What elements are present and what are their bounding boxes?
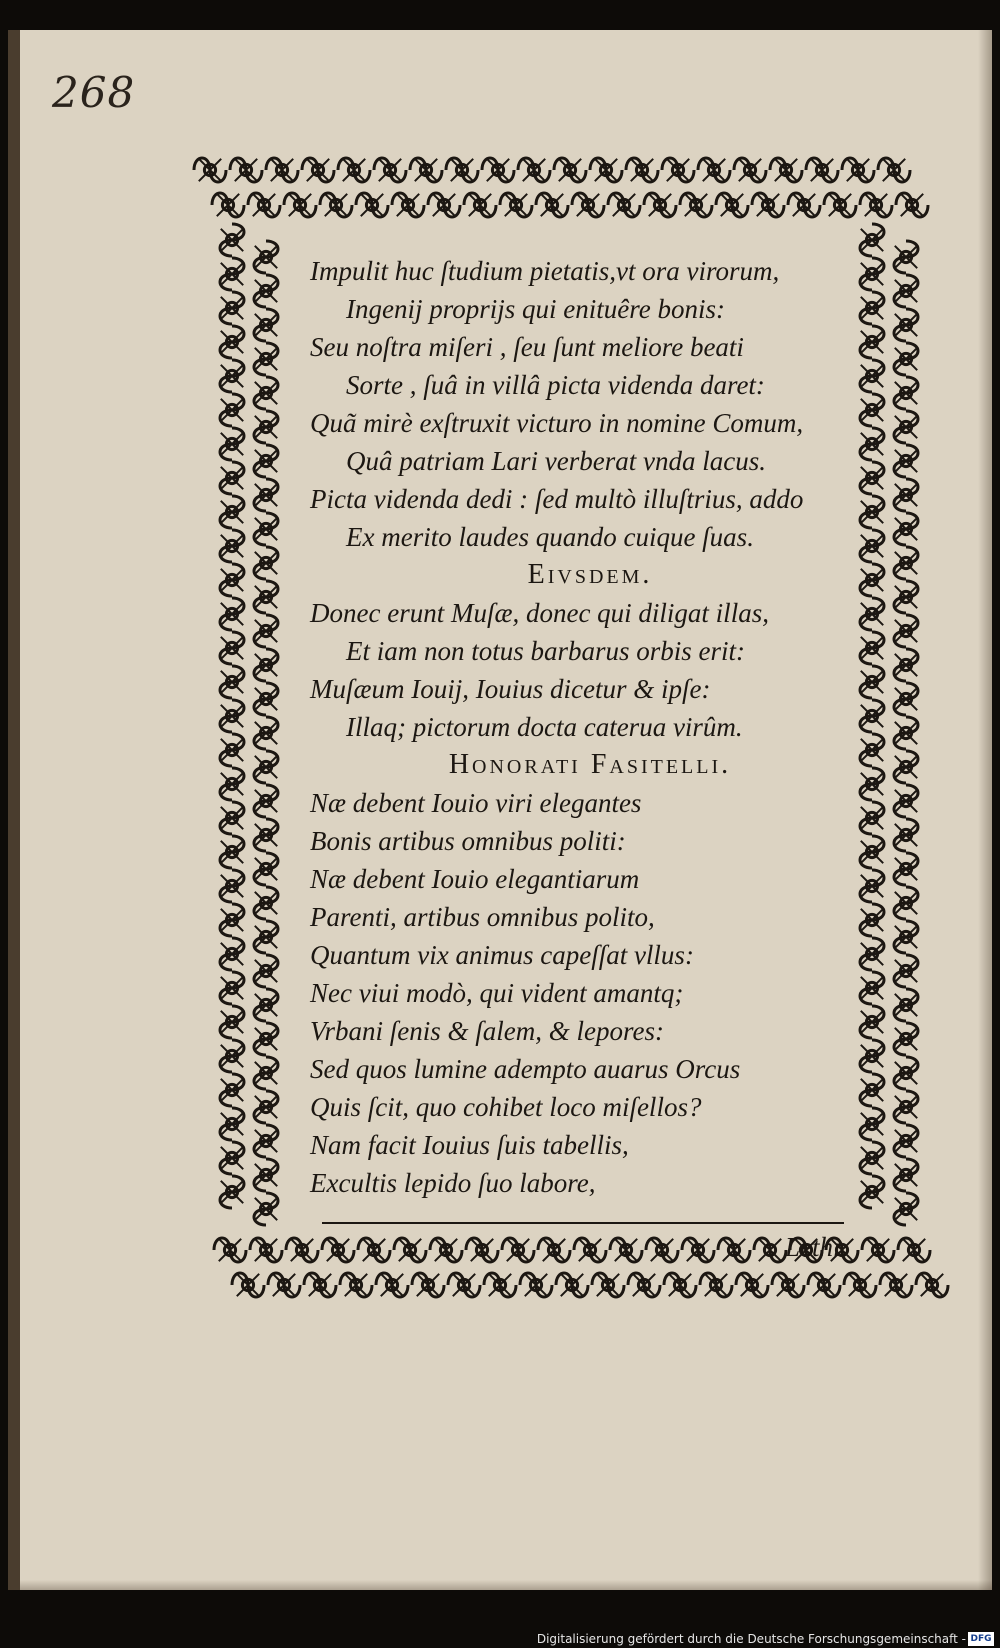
poem-nae-debent-line: Nam facit Iouius ſuis tabellis, bbox=[310, 1130, 629, 1160]
border-motif bbox=[220, 632, 244, 664]
border-motif bbox=[254, 343, 278, 375]
border-motif bbox=[894, 1091, 918, 1123]
border-motif bbox=[754, 1238, 786, 1262]
border-motif bbox=[248, 193, 280, 217]
border-motif bbox=[254, 411, 278, 443]
border-motif bbox=[254, 921, 278, 953]
border-motif bbox=[554, 158, 586, 182]
poem-nae-debent-line: Quis ſcit, quo cohibet loco miſellos? bbox=[310, 1092, 702, 1122]
border-motif bbox=[220, 530, 244, 562]
poem-nae-debent-line: Bonis artibus omnibus politi: bbox=[310, 826, 626, 856]
border-motif bbox=[220, 1108, 244, 1140]
border-motif bbox=[254, 1091, 278, 1123]
border-motif bbox=[250, 1238, 282, 1262]
border-motif bbox=[536, 193, 568, 217]
border-motif bbox=[698, 158, 730, 182]
poem-impulit-line: Ingenij proprijs qui enituêre bonis: bbox=[346, 294, 725, 324]
border-motif bbox=[894, 377, 918, 409]
border-motif bbox=[894, 547, 918, 579]
border-motif bbox=[842, 158, 874, 182]
border-motif bbox=[680, 193, 712, 217]
border-motif bbox=[574, 1238, 606, 1262]
border-motif bbox=[304, 1273, 336, 1297]
border-motif bbox=[230, 158, 262, 182]
border-motif bbox=[266, 158, 298, 182]
border-motif bbox=[916, 1273, 948, 1297]
poem-impulit bbox=[310, 252, 870, 556]
border-motif bbox=[894, 1125, 918, 1157]
border-motif bbox=[412, 1273, 444, 1297]
border-motif bbox=[220, 1176, 244, 1208]
border-motif bbox=[464, 193, 496, 217]
poem-nae-debent-line: Sed quos lumine adempto auarus Orcus bbox=[310, 1054, 741, 1084]
poem-donec-line: Et iam non totus barbarus orbis erit: bbox=[346, 636, 746, 666]
border-motif bbox=[220, 972, 244, 1004]
border-motif bbox=[320, 193, 352, 217]
border-motif bbox=[254, 547, 278, 579]
border-motif bbox=[254, 1057, 278, 1089]
border-motif bbox=[220, 870, 244, 902]
border-motif bbox=[220, 598, 244, 630]
border-motif bbox=[254, 309, 278, 341]
border-motif bbox=[880, 1273, 912, 1297]
border-motif bbox=[220, 768, 244, 800]
border-motif bbox=[538, 1238, 570, 1262]
border-motif bbox=[894, 921, 918, 953]
border-motif bbox=[220, 292, 244, 324]
border-motif bbox=[894, 343, 918, 375]
border-motif bbox=[700, 1273, 732, 1297]
border-motif bbox=[718, 1238, 750, 1262]
folio-number: 268 bbox=[52, 68, 136, 117]
poem-nae-debent-line: Næ debent Iouio elegantiarum bbox=[310, 864, 640, 894]
border-motif bbox=[254, 887, 278, 919]
border-motif bbox=[894, 717, 918, 749]
border-motif bbox=[894, 1159, 918, 1191]
poem-donec-line: Muſæum Iouij, Iouius dicetur & ipſe: bbox=[310, 674, 711, 704]
border-motif bbox=[214, 1238, 246, 1262]
border-motif bbox=[894, 241, 918, 273]
poem-donec bbox=[310, 594, 870, 746]
border-motif bbox=[894, 275, 918, 307]
border-motif bbox=[220, 904, 244, 936]
border-motif bbox=[220, 428, 244, 460]
poem-impulit-line: Seu noſtra miſeri , ſeu ſunt meliore beati bbox=[310, 332, 744, 362]
border-motif bbox=[662, 158, 694, 182]
border-motif bbox=[646, 1238, 678, 1262]
border-motif bbox=[894, 1023, 918, 1055]
border-motif bbox=[254, 785, 278, 817]
border-motif bbox=[286, 1238, 318, 1262]
border-motif bbox=[752, 193, 784, 217]
border-motif bbox=[734, 158, 766, 182]
border-motif bbox=[212, 193, 244, 217]
border-motif bbox=[894, 853, 918, 885]
border-motif bbox=[844, 1273, 876, 1297]
text-block bbox=[310, 252, 870, 1202]
border-motif bbox=[356, 193, 388, 217]
border-motif bbox=[824, 193, 856, 217]
poem-impulit-line: Sorte , ſuâ in villâ picta videnda daret: bbox=[346, 370, 765, 400]
poem-nae-debent-line: Parenti, artibus omnibus polito, bbox=[310, 902, 655, 932]
poem-impulit-line: Quâ patriam Lari verberat vnda lacus. bbox=[346, 446, 766, 476]
poem-nae-debent-line: Næ debent Iouio viri elegantes bbox=[310, 788, 642, 818]
poem-nae-debent-line: Vrbani ſenis & ſalem, & lepores: bbox=[310, 1016, 664, 1046]
border-motif bbox=[898, 1238, 930, 1262]
poem-impulit-line: Picta videnda dedi : ſed multò illuſtrius, addo bbox=[310, 484, 804, 514]
border-motif bbox=[894, 683, 918, 715]
border-motif bbox=[392, 193, 424, 217]
border-motif bbox=[220, 1074, 244, 1106]
border-motif bbox=[232, 1273, 264, 1297]
poem-impulit-line: Quã mirè exſtruxit victuro in nomine Comum, bbox=[310, 408, 804, 438]
border-motif bbox=[220, 700, 244, 732]
poem-donec-line: Illaq; pictorum docta caterua virûm. bbox=[346, 712, 743, 742]
border-motif bbox=[772, 1273, 804, 1297]
border-motif bbox=[556, 1273, 588, 1297]
border-motif bbox=[894, 649, 918, 681]
border-motif bbox=[220, 802, 244, 834]
border-motif bbox=[894, 479, 918, 511]
border-motif bbox=[736, 1273, 768, 1297]
border-motif bbox=[220, 938, 244, 970]
heading-honorati-fasitelli: Honorati Fasitelli. bbox=[448, 749, 732, 780]
border-motif bbox=[894, 819, 918, 851]
border-motif bbox=[894, 887, 918, 919]
border-motif bbox=[894, 989, 918, 1021]
border-motif bbox=[610, 1238, 642, 1262]
border-motif bbox=[716, 193, 748, 217]
border-motif bbox=[428, 193, 460, 217]
border-motif bbox=[220, 394, 244, 426]
border-motif bbox=[254, 819, 278, 851]
border-motif bbox=[430, 1238, 462, 1262]
poem-nae-debent bbox=[310, 784, 870, 1202]
border-motif bbox=[254, 989, 278, 1021]
border-motif bbox=[894, 513, 918, 545]
border-motif bbox=[894, 581, 918, 613]
border-motif bbox=[220, 1006, 244, 1038]
border-motif bbox=[410, 158, 442, 182]
border-motif bbox=[254, 1193, 278, 1225]
border-motif bbox=[254, 615, 278, 647]
border-motif bbox=[592, 1273, 624, 1297]
border-motif bbox=[220, 1142, 244, 1174]
border-motif bbox=[254, 377, 278, 409]
border-motif bbox=[502, 1238, 534, 1262]
border-motif bbox=[254, 1023, 278, 1055]
heading-eiusdem: Eivsdem. bbox=[527, 559, 653, 590]
poem-nae-debent-line: Excultis lepido ſuo labore, bbox=[310, 1168, 596, 1198]
border-motif bbox=[806, 158, 838, 182]
border-motif bbox=[374, 158, 406, 182]
border-motif bbox=[254, 275, 278, 307]
poem-nae-debent-line: Quantum vix animus capeſſat vllus: bbox=[310, 940, 694, 970]
border-motif bbox=[466, 1238, 498, 1262]
border-motif bbox=[220, 734, 244, 766]
border-motif bbox=[220, 326, 244, 358]
border-motif bbox=[590, 158, 622, 182]
footer-credit: Digitalisierung gefördert durch die Deutsche Forschungsgemeinschaft - bbox=[536, 1632, 966, 1646]
border-motif bbox=[220, 224, 244, 256]
horizontal-rule bbox=[322, 1222, 844, 1224]
border-motif bbox=[254, 581, 278, 613]
border-motif bbox=[220, 1040, 244, 1072]
border-motif bbox=[860, 193, 892, 217]
border-motif bbox=[254, 513, 278, 545]
border-motif bbox=[376, 1273, 408, 1297]
border-motif bbox=[788, 193, 820, 217]
poem-impulit-line: Ex merito laudes quando cuique ſuas. bbox=[346, 522, 754, 552]
border-motif bbox=[220, 360, 244, 392]
border-motif bbox=[268, 1273, 300, 1297]
border-motif bbox=[628, 1273, 660, 1297]
border-motif bbox=[500, 193, 532, 217]
border-motif bbox=[220, 564, 244, 596]
border-motif bbox=[518, 158, 550, 182]
border-motif bbox=[682, 1238, 714, 1262]
border-motif bbox=[894, 785, 918, 817]
border-motif bbox=[254, 717, 278, 749]
border-motif bbox=[394, 1238, 426, 1262]
border-motif bbox=[254, 241, 278, 273]
border-motif bbox=[894, 309, 918, 341]
border-motif bbox=[894, 955, 918, 987]
poem-nae-debent-line: Nec viui modò, qui vident amantq; bbox=[310, 978, 684, 1008]
border-motif bbox=[302, 158, 334, 182]
border-motif bbox=[358, 1238, 390, 1262]
border-motif bbox=[254, 479, 278, 511]
border-motif bbox=[664, 1273, 696, 1297]
border-motif bbox=[254, 683, 278, 715]
catchword: Lethi bbox=[785, 1232, 841, 1262]
border-motif bbox=[644, 193, 676, 217]
footer-bar bbox=[0, 1590, 1000, 1648]
border-motif bbox=[254, 649, 278, 681]
book-page bbox=[8, 30, 992, 1590]
border-motif bbox=[770, 158, 802, 182]
dfg-logo: DFG bbox=[968, 1632, 994, 1646]
border-motif bbox=[284, 193, 316, 217]
poem-impulit-line: Impulit huc ſtudium pietatis,vt ora virorum, bbox=[310, 256, 780, 286]
border-motif bbox=[446, 158, 478, 182]
border-motif bbox=[572, 193, 604, 217]
border-motif bbox=[220, 258, 244, 290]
border-motif bbox=[254, 955, 278, 987]
border-motif bbox=[448, 1273, 480, 1297]
border-motif bbox=[894, 1057, 918, 1089]
border-motif bbox=[894, 445, 918, 477]
border-motif bbox=[220, 666, 244, 698]
border-motif bbox=[220, 462, 244, 494]
border-motif bbox=[894, 411, 918, 443]
border-motif bbox=[894, 615, 918, 647]
border-motif bbox=[862, 1238, 894, 1262]
border-motif bbox=[894, 751, 918, 783]
poem-donec-line: Donec erunt Muſæ, donec qui diligat illas, bbox=[310, 598, 769, 628]
border-motif bbox=[254, 751, 278, 783]
border-motif bbox=[896, 193, 928, 217]
border-motif bbox=[340, 1273, 372, 1297]
border-motif bbox=[220, 496, 244, 528]
border-motif bbox=[338, 158, 370, 182]
border-motif bbox=[254, 853, 278, 885]
border-motif bbox=[322, 1238, 354, 1262]
border-motif bbox=[520, 1273, 552, 1297]
border-motif bbox=[626, 158, 658, 182]
border-motif bbox=[254, 445, 278, 477]
border-motif bbox=[878, 158, 910, 182]
border-motif bbox=[484, 1273, 516, 1297]
border-motif bbox=[808, 1273, 840, 1297]
border-motif bbox=[254, 1125, 278, 1157]
border-motif bbox=[194, 158, 226, 182]
border-motif bbox=[482, 158, 514, 182]
border-motif bbox=[608, 193, 640, 217]
border-motif bbox=[220, 836, 244, 868]
border-motif bbox=[254, 1159, 278, 1191]
border-motif bbox=[894, 1193, 918, 1225]
